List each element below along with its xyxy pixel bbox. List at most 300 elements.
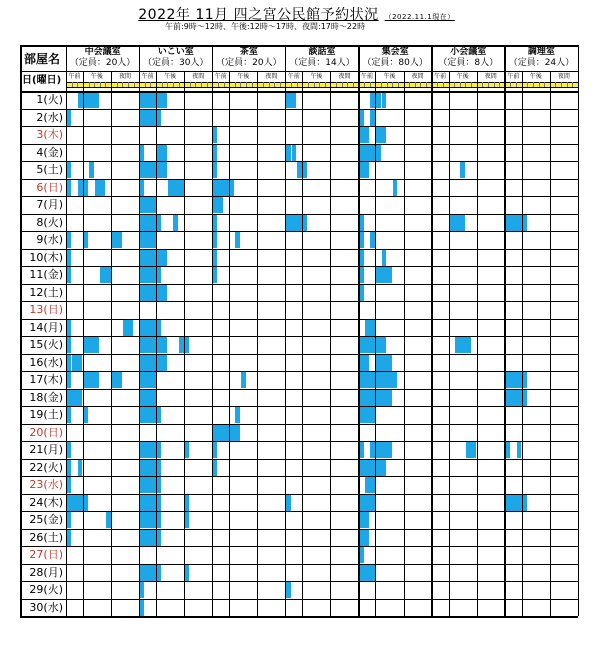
row-line (20, 616, 578, 618)
col-line (285, 45, 287, 616)
row-line (20, 564, 578, 565)
hour-tick (128, 82, 129, 87)
booked-slot[interactable] (213, 214, 218, 231)
booked-slot[interactable] (140, 92, 167, 109)
col-line (449, 71, 450, 616)
hour-tick (263, 82, 264, 87)
booked-slot[interactable] (67, 354, 72, 371)
period-am-5: 午前 (360, 73, 373, 80)
period-pm-6: 午後 (456, 73, 469, 80)
col-line (302, 71, 303, 616)
row-line (20, 144, 578, 145)
booked-slot[interactable] (505, 214, 527, 231)
day-label: 20(日) (29, 425, 63, 439)
hour-tick (488, 82, 489, 87)
hour-tick (499, 82, 500, 87)
booked-slot[interactable] (185, 442, 190, 459)
booked-slot[interactable] (83, 407, 88, 424)
hour-tick (533, 82, 534, 87)
booked-slot[interactable] (382, 249, 387, 266)
row-line (66, 87, 578, 88)
col-line (20, 45, 22, 616)
row-line (20, 511, 578, 512)
row-line (20, 231, 578, 232)
booked-slot[interactable] (140, 389, 156, 406)
period-night-4: 夜間 (338, 73, 351, 80)
day-label: 6(日) (36, 180, 63, 194)
booked-slot[interactable] (286, 582, 291, 599)
day-label: 9(水) (36, 233, 63, 246)
booked-slot[interactable] (140, 494, 162, 511)
booked-slot[interactable] (95, 179, 105, 196)
day-label: 29(火) (29, 583, 63, 596)
booked-slot[interactable] (72, 354, 82, 371)
booked-slot[interactable] (140, 144, 145, 161)
hour-tick (291, 82, 292, 87)
booked-slot[interactable] (140, 162, 167, 179)
booked-slot[interactable] (67, 442, 72, 459)
hour-tick (527, 82, 528, 87)
col-line (504, 45, 506, 616)
booked-slot[interactable] (168, 179, 184, 196)
booked-slot[interactable] (67, 389, 83, 406)
col-line (477, 71, 478, 616)
room-capacity-7: （定員：24人） (508, 58, 575, 68)
booked-slot[interactable] (67, 162, 72, 179)
booked-slot[interactable] (359, 354, 369, 371)
col-line (431, 45, 433, 616)
hour-tick (510, 82, 511, 87)
booked-slot[interactable] (140, 459, 162, 476)
hour-tick (308, 82, 309, 87)
period-night-3: 夜間 (265, 73, 278, 80)
col-line (66, 45, 68, 616)
booked-slot[interactable] (455, 337, 471, 354)
booked-slot[interactable] (112, 232, 122, 249)
day-label: 22(火) (29, 460, 63, 474)
hour-tick (179, 82, 180, 87)
hour-tick (100, 82, 101, 87)
col-line (156, 71, 157, 616)
room-name-3: 茶室 (239, 47, 258, 57)
row-line (20, 45, 578, 47)
hour-tick (134, 82, 135, 87)
hour-tick (516, 82, 517, 87)
row-line (20, 71, 578, 72)
booked-slot[interactable] (359, 512, 369, 529)
booked-slot[interactable] (359, 144, 381, 161)
hour-tick (364, 82, 365, 87)
col-line (358, 45, 360, 616)
hour-tick (246, 82, 247, 87)
booked-slot[interactable] (83, 372, 99, 389)
booked-slot[interactable] (185, 564, 190, 581)
hour-tick (561, 82, 562, 87)
period-am-7: 午前 (507, 73, 520, 80)
booked-slot[interactable] (359, 547, 364, 564)
col-line (578, 45, 580, 616)
booked-slot[interactable] (235, 407, 240, 424)
col-line (404, 71, 405, 616)
booked-slot[interactable] (185, 494, 190, 511)
hour-tick (465, 82, 466, 87)
booked-slot[interactable] (213, 179, 235, 196)
booked-slot[interactable] (376, 127, 386, 144)
hour-tick (454, 82, 455, 87)
booked-slot[interactable] (359, 232, 364, 249)
hour-tick (567, 82, 568, 87)
booked-slot[interactable] (67, 494, 89, 511)
row-line (20, 179, 578, 180)
booked-slot[interactable] (67, 407, 72, 424)
hour-tick (494, 82, 495, 87)
booked-slot[interactable] (376, 267, 392, 284)
period-am-1: 午前 (68, 73, 81, 80)
booked-slot[interactable] (359, 214, 364, 231)
col-line (83, 71, 84, 616)
room-name-6: 小会議室 (450, 47, 487, 57)
hour-tick (94, 82, 95, 87)
room-name-2: いこい室 (157, 47, 194, 57)
period-am-3: 午前 (214, 73, 227, 80)
booked-slot[interactable] (173, 214, 178, 231)
hour-tick (342, 82, 343, 87)
booked-slot[interactable] (213, 144, 218, 161)
booked-slot[interactable] (140, 284, 167, 301)
row-line (20, 441, 578, 442)
hour-tick (398, 82, 399, 87)
room-capacity-3: （定員：20人） (216, 58, 282, 68)
day-label: 3(木) (36, 128, 63, 141)
period-night-1: 夜間 (119, 73, 132, 80)
day-label: 5(土) (36, 163, 63, 176)
booked-slot[interactable] (140, 319, 162, 336)
col-line (111, 71, 112, 616)
booked-slot[interactable] (466, 442, 476, 459)
booked-slot[interactable] (213, 459, 218, 476)
day-label: 26(土) (29, 530, 63, 544)
hour-tick (224, 82, 225, 87)
hour-tick (392, 82, 393, 87)
booked-slot[interactable] (359, 442, 364, 459)
hour-tick (145, 82, 146, 87)
room-name-7: 調理室 (527, 47, 555, 57)
hour-tick (105, 82, 106, 87)
col-line (375, 71, 376, 616)
row-line (20, 494, 578, 495)
hour-tick (415, 82, 416, 87)
row-line (20, 354, 578, 355)
booked-slot[interactable] (505, 372, 527, 389)
hour-tick (207, 82, 208, 87)
room-header-label: 部屋名 (24, 52, 61, 66)
booked-slot[interactable] (140, 337, 167, 354)
booked-slot[interactable] (359, 564, 375, 581)
row-line (20, 389, 578, 390)
hour-tick (274, 82, 275, 87)
room-capacity-6: （定員：8人） (438, 58, 499, 68)
period-night-7: 夜間 (557, 73, 570, 80)
hour-tick (336, 82, 337, 87)
booked-slot[interactable] (241, 372, 246, 389)
day-label: 28(月) (29, 565, 63, 579)
booked-slot[interactable] (112, 372, 122, 389)
booked-slot[interactable] (213, 249, 218, 266)
booked-slot[interactable] (67, 109, 72, 126)
period-night-5: 夜間 (411, 73, 424, 80)
period-pm-1: 午後 (90, 73, 103, 80)
hour-tick (409, 82, 410, 87)
col-line (257, 71, 258, 616)
hour-tick (572, 82, 573, 87)
day-label: 7(月) (36, 198, 63, 211)
day-label: 1(火) (36, 93, 63, 106)
row-line (20, 214, 578, 215)
booked-slot[interactable] (286, 494, 291, 511)
booked-slot[interactable] (359, 372, 397, 389)
booked-slot[interactable] (213, 232, 218, 249)
day-label: 2(水) (36, 110, 63, 124)
day-label: 15(火) (29, 338, 63, 351)
hour-tick (353, 82, 354, 87)
period-night-2: 夜間 (192, 73, 205, 80)
booked-slot[interactable] (213, 162, 218, 179)
hour-tick (162, 82, 163, 87)
hour-tick (280, 82, 281, 87)
period-pm-7: 午後 (529, 73, 542, 80)
booked-slot[interactable] (213, 442, 218, 459)
booked-slot[interactable] (67, 179, 72, 196)
booked-slot[interactable] (359, 284, 364, 301)
period-pm-4: 午後 (310, 73, 323, 80)
hour-tick (370, 82, 371, 87)
booked-slot[interactable] (140, 232, 156, 249)
booked-slot[interactable] (382, 92, 387, 109)
booked-slot[interactable] (359, 407, 375, 424)
col-line (522, 71, 523, 616)
booked-slot[interactable] (78, 92, 100, 109)
day-label: 21(月) (29, 443, 63, 456)
hour-tick (269, 82, 270, 87)
period-pm-3: 午後 (237, 73, 250, 80)
booked-slot[interactable] (140, 354, 167, 371)
row-line (66, 82, 578, 83)
period-am-4: 午前 (287, 73, 300, 80)
booked-slot[interactable] (286, 92, 296, 109)
hour-tick (319, 82, 320, 87)
day-label: 19(土) (29, 408, 63, 421)
booked-slot[interactable] (140, 179, 145, 196)
booked-slot[interactable] (140, 512, 162, 529)
booked-slot[interactable] (140, 564, 162, 581)
booked-slot[interactable] (185, 512, 190, 529)
row-line (20, 476, 578, 477)
booked-slot[interactable] (140, 407, 162, 424)
hour-tick (471, 82, 472, 87)
room-capacity-5: （定員：80人） (362, 58, 428, 68)
booked-slot[interactable] (393, 179, 398, 196)
hour-tick (167, 82, 168, 87)
row-line (20, 266, 578, 267)
booked-slot[interactable] (140, 582, 145, 599)
as-of-date: （2022.11.1現在） (384, 13, 455, 21)
booked-slot[interactable] (123, 319, 133, 336)
col-line (139, 45, 141, 616)
hour-tick (77, 82, 78, 87)
booked-slot[interactable] (359, 459, 386, 476)
booked-slot[interactable] (83, 232, 88, 249)
booked-slot[interactable] (292, 144, 297, 161)
booked-slot[interactable] (67, 337, 72, 354)
row-line (20, 284, 578, 285)
booked-slot[interactable] (213, 197, 223, 214)
booked-slot[interactable] (213, 127, 218, 144)
booked-slot[interactable] (370, 232, 375, 249)
booked-slot[interactable] (505, 494, 527, 511)
day-label: 23(水) (29, 478, 63, 491)
col-line (330, 71, 331, 616)
booked-slot[interactable] (286, 144, 291, 161)
row-line (20, 336, 578, 337)
booked-slot[interactable] (67, 232, 72, 249)
booked-slot[interactable] (140, 197, 156, 214)
hour-tick (195, 82, 196, 87)
booked-slot[interactable] (213, 267, 218, 284)
hour-tick (539, 82, 540, 87)
row-line (20, 424, 578, 425)
day-label: 14(月) (29, 320, 63, 334)
booked-slot[interactable] (83, 337, 99, 354)
booked-slot[interactable] (359, 109, 364, 126)
booked-slot[interactable] (157, 144, 167, 161)
day-label: 13(日) (29, 303, 63, 316)
booked-slot[interactable] (67, 529, 72, 546)
booked-slot[interactable] (67, 249, 72, 266)
hour-tick (460, 82, 461, 87)
day-label: 16(水) (29, 355, 63, 369)
booked-slot[interactable] (140, 214, 162, 231)
title-text: 2022年 11月 四之宮公民館予約状況 (138, 7, 379, 23)
day-label: 18(金) (29, 390, 63, 404)
booked-slot[interactable] (370, 442, 392, 459)
row-line (20, 126, 578, 127)
hour-tick (544, 82, 545, 87)
period-pm-2: 午後 (164, 73, 177, 80)
room-name-4: 談話室 (308, 47, 336, 57)
row-line (20, 546, 578, 547)
booked-slot[interactable] (449, 214, 465, 231)
hour-tick (387, 82, 388, 87)
hour-tick (482, 82, 483, 87)
hour-tick (173, 82, 174, 87)
hour-tick (325, 82, 326, 87)
row-line (20, 301, 578, 302)
hour-tick (297, 82, 298, 87)
booked-slot[interactable] (67, 477, 72, 494)
booked-slot[interactable] (67, 512, 72, 529)
booked-slot[interactable] (370, 109, 375, 126)
col-line (550, 71, 551, 616)
col-line (184, 71, 185, 616)
booked-slot[interactable] (78, 459, 83, 476)
booked-slot[interactable] (67, 372, 72, 389)
day-label: 10(木) (29, 250, 63, 264)
booked-slot[interactable] (140, 599, 145, 616)
booked-slot[interactable] (376, 354, 392, 371)
day-label: 8(火) (36, 215, 63, 229)
booked-slot[interactable] (365, 477, 375, 494)
row-line (20, 371, 578, 372)
day-label: 30(水) (29, 600, 63, 614)
booked-slot[interactable] (140, 109, 162, 126)
hour-tick (347, 82, 348, 87)
booked-slot[interactable] (359, 162, 369, 179)
booked-slot[interactable] (359, 127, 369, 144)
booked-slot[interactable] (140, 249, 167, 266)
day-label: 17(木) (29, 373, 63, 386)
time-slot-legend: 午前:9時～12時、午後:12時～17時、夜間:17時～22時 (165, 22, 366, 31)
booked-slot[interactable] (140, 267, 162, 284)
booked-slot[interactable] (359, 249, 364, 266)
day-label: 11(金) (29, 268, 63, 281)
hour-tick (122, 82, 123, 87)
booked-slot[interactable] (286, 214, 308, 231)
booked-slot[interactable] (235, 232, 240, 249)
hour-tick (89, 82, 90, 87)
booked-slot[interactable] (89, 162, 94, 179)
hour-tick (555, 82, 556, 87)
day-label: 4(金) (36, 145, 63, 159)
period-am-2: 午前 (141, 73, 154, 80)
booked-slot[interactable] (67, 319, 72, 336)
booked-slot[interactable] (517, 442, 522, 459)
booked-slot[interactable] (67, 267, 72, 284)
hour-tick (381, 82, 382, 87)
period-am-6: 午前 (434, 73, 447, 80)
booked-slot[interactable] (140, 442, 162, 459)
booked-slot[interactable] (359, 494, 375, 511)
booked-slot[interactable] (140, 372, 156, 389)
day-label: 12(土) (29, 285, 63, 299)
hour-tick (235, 82, 236, 87)
room-capacity-4: （定員：14人） (289, 58, 355, 68)
booked-slot[interactable] (505, 442, 510, 459)
col-line (212, 45, 214, 616)
hour-tick (443, 82, 444, 87)
booked-slot[interactable] (359, 529, 369, 546)
booked-slot[interactable] (140, 477, 162, 494)
row-line (20, 581, 578, 582)
booked-slot[interactable] (359, 337, 386, 354)
period-pm-5: 午後 (383, 73, 396, 80)
hour-tick (150, 82, 151, 87)
hour-tick (252, 82, 253, 87)
row-line (20, 91, 578, 93)
booked-slot[interactable] (460, 162, 465, 179)
booked-slot[interactable] (365, 319, 375, 336)
col-line (229, 71, 230, 616)
booked-slot[interactable] (359, 267, 364, 284)
room-capacity-2: （定員：30人） (142, 58, 209, 68)
booked-slot[interactable] (100, 267, 110, 284)
booked-slot[interactable] (140, 529, 162, 546)
row-line (20, 459, 578, 460)
room-name-1: 中会議室 (84, 47, 121, 57)
booked-slot[interactable] (213, 424, 240, 441)
booked-slot[interactable] (67, 459, 72, 476)
booked-slot[interactable] (505, 389, 527, 406)
booked-slot[interactable] (106, 512, 111, 529)
